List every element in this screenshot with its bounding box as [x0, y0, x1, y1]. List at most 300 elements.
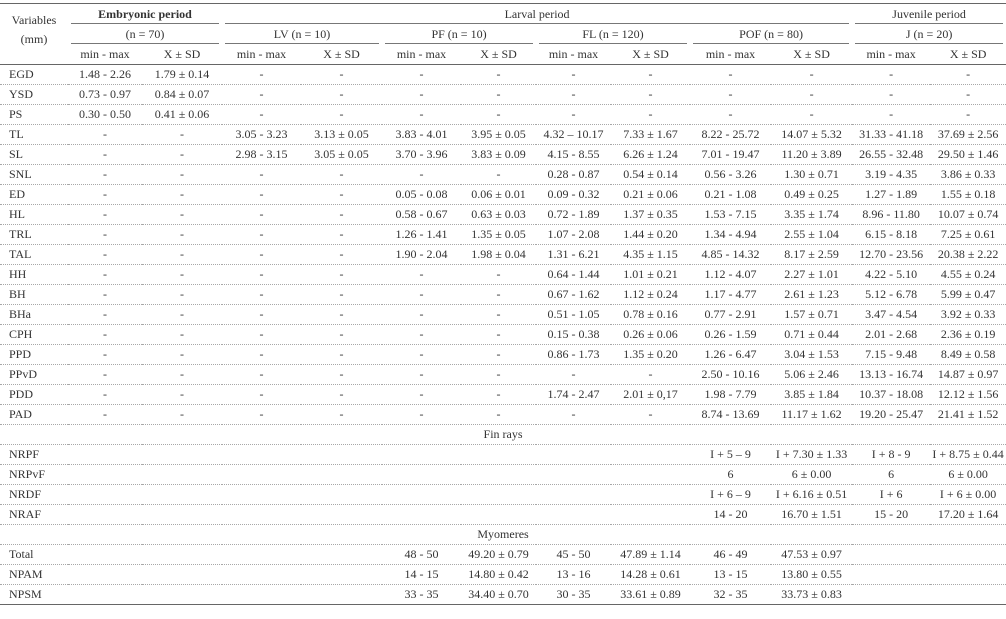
group-header — [536, 24, 690, 44]
min-max-cell: - — [222, 185, 301, 205]
min-max-cell: - — [68, 365, 142, 385]
min-max-cell: - — [222, 405, 301, 425]
variable-label: SNL — [0, 165, 68, 185]
min-max-cell: 6 — [690, 465, 771, 485]
variable-label: NRAF — [0, 505, 68, 525]
min-max-cell: 12.70 - 23.56 — [852, 245, 930, 265]
table-row — [0, 365, 1006, 385]
min-max-cell: 10.37 - 18.08 — [852, 385, 930, 405]
section-header-row — [0, 525, 1006, 545]
mean-sd-cell: - — [142, 185, 222, 205]
variables-label: Variables — [11, 13, 57, 27]
table-row — [0, 545, 1006, 565]
min-max-header: min - max — [690, 44, 771, 65]
group-label: POF (n = 80) — [693, 25, 849, 44]
mean-sd-cell: - — [142, 345, 222, 365]
group-label: (n = 70) — [71, 25, 219, 44]
min-max-cell: - — [222, 205, 301, 225]
mean-sd-cell: I + 7.30 ± 1.33 — [771, 445, 852, 465]
min-max-cell: 33 - 35 — [382, 585, 461, 605]
mean-sd-cell: 1.98 ± 0.04 — [461, 245, 536, 265]
min-max-cell: - — [852, 105, 930, 125]
mean-sd-cell: - — [301, 405, 382, 425]
min-max-cell: - — [536, 405, 611, 425]
min-max-cell: - — [382, 405, 461, 425]
min-max-cell: - — [690, 85, 771, 105]
table-row — [0, 125, 1006, 145]
min-max-header: min - max — [68, 44, 142, 65]
mean-sd-cell: 7.25 ± 0.61 — [930, 225, 1006, 245]
min-max-cell: I + 5 – 9 — [690, 445, 771, 465]
min-max-cell: 0.64 - 1.44 — [536, 265, 611, 285]
variables-unit: (mm) — [20, 32, 48, 46]
mean-sd-cell: 1.12 ± 0.24 — [611, 285, 690, 305]
mean-sd-header: X ± SD — [771, 44, 852, 65]
mean-sd-cell: - — [142, 405, 222, 425]
mean-sd-cell: 3.86 ± 0.33 — [930, 165, 1006, 185]
min-max-cell: - — [690, 65, 771, 85]
mean-sd-cell: - — [771, 65, 852, 85]
min-max-cell — [382, 505, 461, 525]
min-max-cell — [68, 565, 142, 585]
min-max-cell: - — [222, 345, 301, 365]
min-max-cell: 1.48 - 2.26 — [68, 65, 142, 85]
mean-sd-cell — [611, 445, 690, 465]
min-max-cell: - — [382, 285, 461, 305]
mean-sd-cell — [301, 565, 382, 585]
table-header — [0, 4, 1006, 65]
table-row — [0, 165, 1006, 185]
min-max-cell — [222, 585, 301, 605]
mean-sd-cell: - — [461, 325, 536, 345]
min-max-cell — [222, 445, 301, 465]
mean-sd-cell: I + 6.16 ± 0.51 — [771, 485, 852, 505]
group-header — [222, 24, 382, 44]
variable-label: NRPF — [0, 445, 68, 465]
mean-sd-cell: 0.21 ± 0.06 — [611, 185, 690, 205]
mean-sd-cell: 0.06 ± 0.01 — [461, 185, 536, 205]
min-max-cell: 45 - 50 — [536, 545, 611, 565]
mean-sd-cell: 14.07 ± 5.32 — [771, 125, 852, 145]
min-max-cell — [68, 485, 142, 505]
mean-sd-cell — [301, 545, 382, 565]
min-max-cell: - — [222, 305, 301, 325]
table-row — [0, 445, 1006, 465]
mean-sd-cell — [142, 485, 222, 505]
min-max-cell — [536, 485, 611, 505]
min-max-cell: 3.47 - 4.54 — [852, 305, 930, 325]
mean-sd-cell: 11.20 ± 3.89 — [771, 145, 852, 165]
min-max-cell: - — [382, 345, 461, 365]
min-max-cell: 0.30 - 0.50 — [68, 105, 142, 125]
table-row — [0, 405, 1006, 425]
min-max-cell — [536, 445, 611, 465]
mean-sd-cell: - — [301, 365, 382, 385]
min-max-cell: - — [222, 245, 301, 265]
mean-sd-cell: I + 8.75 ± 0.44 — [930, 445, 1006, 465]
min-max-cell: - — [536, 105, 611, 125]
table-row — [0, 245, 1006, 265]
group-header-row — [0, 24, 1006, 44]
mean-sd-cell: - — [142, 265, 222, 285]
mean-sd-cell: 14.80 ± 0.42 — [461, 565, 536, 585]
min-max-cell: - — [382, 65, 461, 85]
variable-label: NRPvF — [0, 465, 68, 485]
min-max-cell: 13 - 16 — [536, 565, 611, 585]
mean-sd-cell: - — [461, 405, 536, 425]
min-max-cell: 0.09 - 0.32 — [536, 185, 611, 205]
mean-sd-cell: - — [301, 345, 382, 365]
min-max-cell — [382, 485, 461, 505]
min-max-cell: 15 - 20 — [852, 505, 930, 525]
mean-sd-cell: - — [142, 125, 222, 145]
mean-sd-cell: - — [142, 205, 222, 225]
mean-sd-cell: - — [930, 65, 1006, 85]
min-max-cell: 14 - 15 — [382, 565, 461, 585]
mean-sd-cell: - — [771, 85, 852, 105]
variable-label: PDD — [0, 385, 68, 405]
mean-sd-cell — [930, 565, 1006, 585]
min-max-cell: - — [68, 345, 142, 365]
mean-sd-cell: - — [142, 225, 222, 245]
min-max-header: min - max — [852, 44, 930, 65]
mean-sd-cell: 17.20 ± 1.64 — [930, 505, 1006, 525]
min-max-cell: 4.85 - 14.32 — [690, 245, 771, 265]
mean-sd-cell: 0.26 ± 0.06 — [611, 325, 690, 345]
min-max-cell: 3.70 - 3.96 — [382, 145, 461, 165]
variable-label: YSD — [0, 85, 68, 105]
mean-sd-cell: 2.61 ± 1.23 — [771, 285, 852, 305]
min-max-cell: 7.01 - 19.47 — [690, 145, 771, 165]
mean-sd-cell: 7.33 ± 1.67 — [611, 125, 690, 145]
mean-sd-cell: - — [301, 225, 382, 245]
mean-sd-cell: 47.89 ± 1.14 — [611, 545, 690, 565]
min-max-cell — [222, 485, 301, 505]
min-max-cell — [852, 545, 930, 565]
min-max-cell — [68, 585, 142, 605]
min-max-cell: 4.32 – 10.17 — [536, 125, 611, 145]
variable-label: PAD — [0, 405, 68, 425]
group-header — [68, 24, 222, 44]
min-max-cell: 0.15 - 0.38 — [536, 325, 611, 345]
table-row — [0, 485, 1006, 505]
min-max-cell: 0.67 - 1.62 — [536, 285, 611, 305]
min-max-cell: 1.27 - 1.89 — [852, 185, 930, 205]
min-max-cell: - — [536, 85, 611, 105]
mean-sd-cell: - — [461, 305, 536, 325]
mean-sd-cell: 3.83 ± 0.09 — [461, 145, 536, 165]
variable-label: SL — [0, 145, 68, 165]
mean-sd-cell: I + 6 ± 0.00 — [930, 485, 1006, 505]
min-max-cell: 1.26 - 1.41 — [382, 225, 461, 245]
min-max-cell: I + 6 — [852, 485, 930, 505]
group-header — [382, 24, 536, 44]
variable-label: EGD — [0, 65, 68, 85]
mean-sd-header: X ± SD — [301, 44, 382, 65]
min-max-cell: - — [68, 265, 142, 285]
min-max-cell: 1.07 - 2.08 — [536, 225, 611, 245]
period-header-row — [0, 4, 1006, 25]
variables-header — [0, 4, 68, 65]
min-max-cell: 1.26 - 6.47 — [690, 345, 771, 365]
mean-sd-cell: - — [461, 105, 536, 125]
min-max-cell: 6 — [852, 465, 930, 485]
min-max-cell — [68, 505, 142, 525]
mean-sd-cell: 3.85 ± 1.84 — [771, 385, 852, 405]
mean-sd-cell: 1.35 ± 0.05 — [461, 225, 536, 245]
table-row — [0, 105, 1006, 125]
min-max-cell: - — [222, 285, 301, 305]
group-header — [690, 24, 852, 44]
min-max-cell: - — [852, 65, 930, 85]
group-label: FL (n = 120) — [539, 25, 687, 44]
mean-sd-cell: 8.17 ± 2.59 — [771, 245, 852, 265]
group-label: J (n = 20) — [855, 25, 1003, 44]
min-max-cell: I + 6 – 9 — [690, 485, 771, 505]
min-max-cell: 13.13 - 16.74 — [852, 365, 930, 385]
min-max-cell: - — [68, 385, 142, 405]
mean-sd-cell: 6 ± 0.00 — [771, 465, 852, 485]
mean-sd-cell: 11.17 ± 1.62 — [771, 405, 852, 425]
period-label: Juvenile period — [855, 5, 1003, 24]
min-max-cell: 48 - 50 — [382, 545, 461, 565]
variable-label: HH — [0, 265, 68, 285]
mean-sd-cell: 1.79 ± 0.14 — [142, 65, 222, 85]
mean-sd-cell — [930, 545, 1006, 565]
min-max-cell: - — [68, 205, 142, 225]
mean-sd-cell: 14.28 ± 0.61 — [611, 565, 690, 585]
mean-sd-cell — [301, 445, 382, 465]
section-header-row — [0, 425, 1006, 445]
mean-sd-cell — [930, 585, 1006, 605]
min-max-header: min - max — [536, 44, 611, 65]
period-label: Larval period — [225, 5, 849, 24]
min-max-cell: 7.15 - 9.48 — [852, 345, 930, 365]
variable-label: NPSM — [0, 585, 68, 605]
stat-header-row — [0, 44, 1006, 65]
min-max-header: min - max — [222, 44, 301, 65]
min-max-cell: - — [68, 225, 142, 245]
mean-sd-cell — [461, 505, 536, 525]
table-row — [0, 185, 1006, 205]
mean-sd-cell: - — [461, 285, 536, 305]
min-max-cell: 1.17 - 4.77 — [690, 285, 771, 305]
min-max-cell — [536, 465, 611, 485]
mean-sd-cell: 8.49 ± 0.58 — [930, 345, 1006, 365]
min-max-cell — [852, 565, 930, 585]
mean-sd-cell: 5.06 ± 2.46 — [771, 365, 852, 385]
mean-sd-cell: - — [301, 205, 382, 225]
min-max-cell: 0.56 - 3.26 — [690, 165, 771, 185]
min-max-header: min - max — [382, 44, 461, 65]
mean-sd-cell: 1.57 ± 0.71 — [771, 305, 852, 325]
mean-sd-cell: 2.36 ± 0.19 — [930, 325, 1006, 345]
mean-sd-cell: 3.92 ± 0.33 — [930, 305, 1006, 325]
min-max-cell: - — [690, 105, 771, 125]
mean-sd-cell — [142, 505, 222, 525]
mean-sd-cell: - — [301, 165, 382, 185]
mean-sd-cell: - — [461, 265, 536, 285]
min-max-cell: 8.96 - 11.80 — [852, 205, 930, 225]
mean-sd-cell: 34.40 ± 0.70 — [461, 585, 536, 605]
min-max-cell: 0.58 - 0.67 — [382, 205, 461, 225]
min-max-cell: 30 - 35 — [536, 585, 611, 605]
mean-sd-header: X ± SD — [461, 44, 536, 65]
min-max-cell: 13 - 15 — [690, 565, 771, 585]
variable-label: HL — [0, 205, 68, 225]
period-header-juvenile — [852, 4, 1006, 25]
section-title: Fin rays — [0, 425, 1006, 445]
mean-sd-cell: - — [771, 105, 852, 125]
mean-sd-cell: 37.69 ± 2.56 — [930, 125, 1006, 145]
mean-sd-cell: 2.27 ± 1.01 — [771, 265, 852, 285]
mean-sd-cell: 3.04 ± 1.53 — [771, 345, 852, 365]
mean-sd-cell: - — [611, 405, 690, 425]
min-max-cell: 1.74 - 2.47 — [536, 385, 611, 405]
table-row — [0, 225, 1006, 245]
variable-label: NPAM — [0, 565, 68, 585]
table-row — [0, 345, 1006, 365]
mean-sd-cell: 10.07 ± 0.74 — [930, 205, 1006, 225]
mean-sd-cell: - — [142, 145, 222, 165]
min-max-cell: - — [382, 165, 461, 185]
mean-sd-cell: 12.12 ± 1.56 — [930, 385, 1006, 405]
mean-sd-cell: - — [301, 245, 382, 265]
min-max-cell: 4.22 - 5.10 — [852, 265, 930, 285]
table-row — [0, 325, 1006, 345]
min-max-cell — [68, 445, 142, 465]
variable-label: BH — [0, 285, 68, 305]
mean-sd-cell: - — [930, 85, 1006, 105]
mean-sd-cell: 2.55 ± 1.04 — [771, 225, 852, 245]
min-max-cell: - — [382, 305, 461, 325]
mean-sd-cell: - — [301, 325, 382, 345]
table-row — [0, 505, 1006, 525]
min-max-cell: 6.15 - 8.18 — [852, 225, 930, 245]
mean-sd-cell: - — [611, 365, 690, 385]
mean-sd-cell — [301, 485, 382, 505]
mean-sd-cell — [611, 505, 690, 525]
min-max-cell: - — [68, 325, 142, 345]
period-label: Embryonic period — [71, 5, 219, 24]
mean-sd-cell: 29.50 ± 1.46 — [930, 145, 1006, 165]
min-max-cell: - — [382, 265, 461, 285]
min-max-cell: - — [68, 245, 142, 265]
min-max-cell: 0.51 - 1.05 — [536, 305, 611, 325]
variable-label: PPD — [0, 345, 68, 365]
min-max-cell: - — [382, 105, 461, 125]
mean-sd-cell — [461, 465, 536, 485]
min-max-cell: - — [68, 185, 142, 205]
min-max-cell: - — [222, 385, 301, 405]
min-max-cell — [852, 585, 930, 605]
min-max-cell: 3.05 - 3.23 — [222, 125, 301, 145]
mean-sd-cell: - — [301, 85, 382, 105]
mean-sd-cell: 14.87 ± 0.97 — [930, 365, 1006, 385]
mean-sd-cell: - — [142, 365, 222, 385]
variable-label: PPvD — [0, 365, 68, 385]
mean-sd-cell: - — [611, 105, 690, 125]
min-max-cell: 2.98 - 3.15 — [222, 145, 301, 165]
min-max-cell — [382, 445, 461, 465]
mean-sd-cell: - — [461, 165, 536, 185]
table-row — [0, 285, 1006, 305]
min-max-cell: - — [536, 365, 611, 385]
mean-sd-cell: 1.35 ± 0.20 — [611, 345, 690, 365]
mean-sd-cell — [142, 585, 222, 605]
variable-label: PS — [0, 105, 68, 125]
mean-sd-cell — [301, 585, 382, 605]
min-max-cell — [68, 465, 142, 485]
mean-sd-cell: - — [301, 305, 382, 325]
min-max-cell: 0.73 - 0.97 — [68, 85, 142, 105]
min-max-cell: 0.28 - 0.87 — [536, 165, 611, 185]
min-max-cell: 32 - 35 — [690, 585, 771, 605]
min-max-cell: - — [68, 145, 142, 165]
mean-sd-cell: - — [461, 65, 536, 85]
min-max-cell: 3.83 - 4.01 — [382, 125, 461, 145]
min-max-cell: 1.12 - 4.07 — [690, 265, 771, 285]
table-row — [0, 305, 1006, 325]
variable-label: TAL — [0, 245, 68, 265]
variable-label: TRL — [0, 225, 68, 245]
mean-sd-cell: 0.71 ± 0.44 — [771, 325, 852, 345]
mean-sd-cell: 13.80 ± 0.55 — [771, 565, 852, 585]
section-title: Myomeres — [0, 525, 1006, 545]
mean-sd-cell: 20.38 ± 2.22 — [930, 245, 1006, 265]
mean-sd-cell: - — [301, 265, 382, 285]
mean-sd-cell — [142, 545, 222, 565]
table-row — [0, 145, 1006, 165]
mean-sd-cell: 0.54 ± 0.14 — [611, 165, 690, 185]
min-max-cell: 26.55 - 32.48 — [852, 145, 930, 165]
min-max-cell: 1.31 - 6.21 — [536, 245, 611, 265]
table-row — [0, 585, 1006, 605]
mean-sd-header: X ± SD — [930, 44, 1006, 65]
mean-sd-cell: - — [930, 105, 1006, 125]
min-max-cell: - — [382, 365, 461, 385]
mean-sd-cell — [142, 565, 222, 585]
mean-sd-cell: 1.30 ± 0.71 — [771, 165, 852, 185]
min-max-cell: 14 - 20 — [690, 505, 771, 525]
mean-sd-cell: 4.35 ± 1.15 — [611, 245, 690, 265]
table-row — [0, 65, 1006, 85]
min-max-cell — [68, 545, 142, 565]
min-max-cell: - — [68, 405, 142, 425]
min-max-cell: - — [68, 125, 142, 145]
mean-sd-cell: 3.13 ± 0.05 — [301, 125, 382, 145]
mean-sd-cell — [461, 485, 536, 505]
min-max-cell: - — [382, 325, 461, 345]
mean-sd-cell — [611, 465, 690, 485]
min-max-cell: - — [68, 165, 142, 185]
min-max-cell: 1.90 - 2.04 — [382, 245, 461, 265]
variable-label: NRDF — [0, 485, 68, 505]
mean-sd-cell: - — [142, 285, 222, 305]
min-max-cell: 0.26 - 1.59 — [690, 325, 771, 345]
min-max-cell: - — [222, 225, 301, 245]
mean-sd-cell: - — [461, 365, 536, 385]
min-max-cell: 1.98 - 7.79 — [690, 385, 771, 405]
min-max-cell: - — [222, 85, 301, 105]
min-max-cell: - — [222, 365, 301, 385]
min-max-cell — [382, 465, 461, 485]
variable-label: ED — [0, 185, 68, 205]
mean-sd-cell: - — [461, 345, 536, 365]
table-row — [0, 565, 1006, 585]
mean-sd-cell: 4.55 ± 0.24 — [930, 265, 1006, 285]
table-row — [0, 205, 1006, 225]
